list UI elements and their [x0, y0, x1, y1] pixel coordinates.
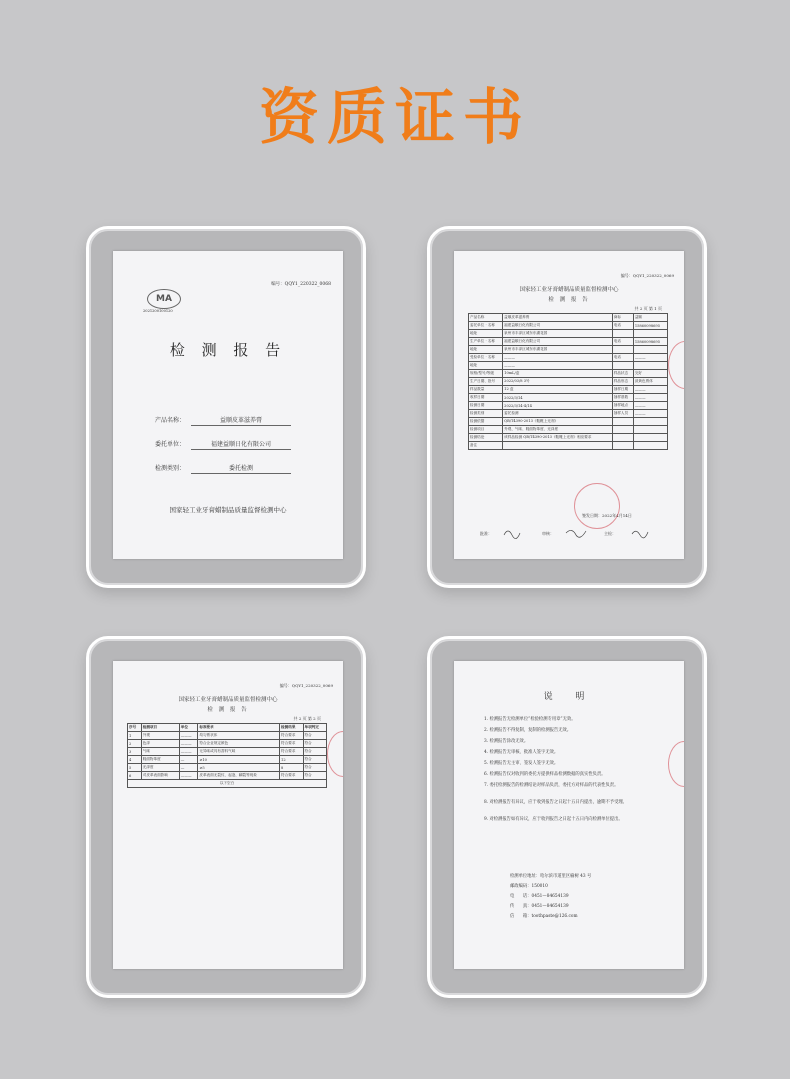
table-cell: 产品名称: [469, 314, 503, 322]
note-item: 2. 检测报告不得复制，复制的检测报告无效。: [484, 728, 572, 733]
client-label: 委托单位：: [155, 441, 186, 448]
table-cell: ———: [633, 402, 667, 410]
ma-logo-icon: MA: [147, 289, 181, 309]
table-cell: 收样日期: [469, 394, 503, 402]
table-cell: [612, 442, 633, 450]
notes-heading: 说 明: [543, 692, 595, 702]
table-cell: —: [179, 756, 198, 764]
table-cell: 符合: [303, 748, 327, 756]
table-cell: ———: [179, 740, 198, 748]
table-cell: ———: [633, 394, 667, 402]
table-cell: 完好: [633, 370, 667, 378]
table-row: [128, 748, 327, 756]
table-cell: 无异味或具有香料气味: [198, 748, 280, 756]
table-cell: ———: [179, 748, 198, 756]
table-cell: [633, 434, 667, 442]
table-row: [469, 402, 668, 410]
table-cell: 外观、气味、鞋面物革度、光泽度: [503, 426, 613, 434]
table-cell: 6: [128, 772, 142, 780]
table-row: [469, 394, 668, 402]
table-row: [469, 378, 668, 386]
approve-label: 批准：: [480, 531, 492, 536]
table-cell: 3: [128, 748, 142, 756]
page-info: 共 2 页 第 2 页: [293, 716, 321, 721]
table-cell: 符合: [303, 740, 327, 748]
table-cell: 电话: [612, 354, 633, 362]
report-heading: 检 测 报 告: [207, 707, 249, 713]
note-item: 7. 委托检测报告的检测结论对样品负责，委托方对样品的代表性负责。: [484, 783, 619, 788]
mail-label: 信 箱：: [510, 914, 532, 919]
table-row: [128, 764, 327, 772]
client-value: 福建益顺日化有限公司: [191, 439, 291, 450]
table-cell: 对皮革表面影响: [141, 772, 179, 780]
table-row: [469, 386, 668, 394]
mail-value: toothpaste@126.com: [531, 914, 578, 919]
table-cell: ———: [179, 732, 198, 740]
seam-stamp-icon: [668, 341, 684, 389]
table-cell: 检测依据: [469, 418, 503, 426]
notes-page: [454, 661, 684, 969]
certificate-card-cover[interactable]: [86, 226, 366, 588]
note-item: 5. 检测报告无主审、签发人签字无效。: [484, 761, 559, 766]
table-cell: 1: [128, 732, 142, 740]
table-cell: [503, 442, 613, 450]
table-cell: 福建益顺日化有限公司: [503, 322, 613, 330]
table-cell: 样品数量: [469, 386, 503, 394]
table-cell: 气味: [141, 748, 179, 756]
post-label: 邮政编码：: [510, 884, 532, 889]
table-cell: 生产日期、批号: [469, 378, 503, 386]
table-row: [469, 338, 668, 346]
note-item: 6. 检测报告仅对收到的委托方提供样品检测数据的真实性负责。: [484, 772, 606, 777]
organization-name: 国家轻工业牙膏蜡制品质量监督检测中心: [178, 697, 278, 703]
table-row: [469, 330, 668, 338]
table-cell: 福建益顺日化有限公司: [503, 338, 613, 346]
type-value: 委托检测: [191, 463, 291, 474]
type-label: 检测类别：: [155, 465, 186, 472]
table-cell: 地址: [469, 362, 503, 370]
table-row: [469, 362, 668, 370]
product-label: 产品名称：: [155, 417, 186, 424]
table-cell: ≥5: [198, 764, 280, 772]
seam-stamp-icon: [327, 731, 343, 777]
table-cell: 10mL/盒: [503, 370, 613, 378]
table-cell: ≥10: [198, 756, 280, 764]
table-header-cell: 单项判定: [303, 724, 327, 732]
note-item: 8. 对检测报告有异议，应于收到报告之日起十五日内提出，逾期不予受理。: [484, 800, 627, 805]
ma-number: 2021200100120: [143, 309, 173, 313]
table-header-cell: 序号: [128, 724, 142, 732]
table-cell: [633, 346, 667, 354]
table-cell: 均匀膏状体: [198, 732, 280, 740]
table-cell: 12: [280, 756, 303, 764]
table-cell: 受检单位 · 名称: [469, 354, 503, 362]
report-page-1: [454, 251, 684, 559]
table-cell: [612, 434, 633, 442]
official-stamp-icon: [574, 483, 620, 529]
table-cell: 鞋面物革度: [141, 756, 179, 764]
certificate-card-report-page1[interactable]: [427, 226, 707, 588]
table-row: [469, 314, 668, 322]
table-cell: [633, 426, 667, 434]
organization-name: 国家轻工业牙膏蜡制品质量监督检测中心: [519, 287, 619, 293]
table-cell: 电话: [612, 322, 633, 330]
table-cell: [612, 330, 633, 338]
table-cell: 8: [280, 764, 303, 772]
table-cell: 电话: [612, 338, 633, 346]
table-cell: 泉州市丰泽区城东东湖花园: [503, 330, 613, 338]
fax-value: 0451—84654139: [531, 904, 569, 909]
table-cell: 样品状态: [612, 370, 633, 378]
table-cell: 4: [128, 756, 142, 764]
table-cell: ———: [503, 362, 613, 370]
table-cell: 抽样日期: [612, 386, 633, 394]
signatures-icon: [502, 527, 682, 539]
table-cell: 该样品检测 QB/T4390-2013《鞋靴上光剂》相应要求: [503, 434, 613, 442]
table-cell: ———: [633, 386, 667, 394]
verify-label: 审核：: [542, 531, 554, 536]
table-cell: 抽样基数: [612, 394, 633, 402]
table-cell: 地址: [469, 330, 503, 338]
results-table: [127, 723, 327, 788]
table-cell: 2022/3/14-4/14: [503, 402, 613, 410]
table-cell: 规格/型号/等级: [469, 370, 503, 378]
document-number: 编号：QQY1_220322_0069: [620, 273, 674, 278]
table-row: [469, 370, 668, 378]
table-cell: 符合: [303, 764, 327, 772]
table-cell: ———: [503, 354, 613, 362]
table-cell: [633, 418, 667, 426]
table-cell: 抽样地点: [612, 402, 633, 410]
table-cell: 益顺皮革滋养膏: [503, 314, 613, 322]
tester-label: 主检：: [604, 531, 616, 536]
table-cell: 符合: [303, 756, 327, 764]
table-cell: 检测结论: [469, 434, 503, 442]
fax-label: 传 真：: [510, 904, 532, 909]
table-row: [469, 410, 668, 418]
table-row: [128, 772, 327, 780]
table-cell: 2: [128, 740, 142, 748]
certificate-card-report-page2[interactable]: [86, 636, 366, 998]
table-cell: 抽样人员: [612, 410, 633, 418]
table-cell: 5: [128, 764, 142, 772]
table-cell: ———: [633, 354, 667, 362]
table-cell: 检测项目: [469, 426, 503, 434]
note-item: 9. 对检测报告如有异议，应于收到报告之日起十五日内向检测单位提出。: [484, 817, 623, 822]
report-table: [468, 313, 668, 450]
report-heading: 检 测 报 告: [169, 341, 287, 359]
table-cell: 淡黄色膏体: [633, 378, 667, 386]
tel-label: 电 话：: [510, 894, 532, 899]
table-cell: 12 盒: [503, 386, 613, 394]
table-cell: [633, 362, 667, 370]
table-cell: 生产单位 · 名称: [469, 338, 503, 346]
address-value: 哈尔滨市道里区榆树 43 号: [540, 874, 592, 879]
table-cell: 委托检测: [503, 410, 613, 418]
table-cell: 2022/3/14: [503, 394, 613, 402]
table-cell: 备注: [469, 442, 503, 450]
table-cell: 符合要求: [280, 748, 303, 756]
table-cell: 2022/03/8 3号: [503, 378, 613, 386]
document-number: 编号：QQY1_220322_0069: [279, 683, 333, 688]
table-row: [469, 434, 668, 442]
table-cell: —: [179, 764, 198, 772]
table-header-cell: 单位: [179, 724, 198, 732]
table-row: [128, 732, 327, 740]
table-cell: 样品形态: [612, 378, 633, 386]
table-header-cell: 标准要求: [198, 724, 280, 732]
table-cell: 检测类别: [469, 410, 503, 418]
table-cell: ———: [179, 772, 198, 780]
table-cell: 15860098695: [633, 338, 667, 346]
table-row: [469, 346, 668, 354]
table-cell: 符合要求: [280, 740, 303, 748]
product-value: 益顺皮革滋养膏: [191, 415, 291, 426]
seam-stamp-icon: [668, 741, 684, 787]
table-end-note: 以下空白: [128, 780, 327, 788]
table-cell: 符合: [303, 772, 327, 780]
page-title: 资质证书: [259, 83, 531, 153]
table-cell: [612, 346, 633, 354]
table-end-row: [128, 780, 327, 788]
table-cell: [612, 426, 633, 434]
table-header-cell: 检测项目: [141, 724, 179, 732]
table-cell: QB/T4390-2013《鞋靴上光剂》: [503, 418, 613, 426]
table-cell: [633, 330, 667, 338]
table-row: [469, 354, 668, 362]
table-cell: 外观: [141, 732, 179, 740]
table-cell: 泉州市丰泽区城东东湖花园: [503, 346, 613, 354]
table-cell: ———: [633, 410, 667, 418]
report-page-2: [113, 661, 343, 969]
table-cell: 15860098695: [633, 322, 667, 330]
table-cell: 皮革表面无裂纹、起泡、翻裂等现象: [198, 772, 280, 780]
certificate-card-notes[interactable]: [427, 636, 707, 998]
table-cell: 符合要求: [280, 772, 303, 780]
report-number: 编号：QQY1_220322_0068: [271, 282, 331, 287]
table-cell: 符合: [303, 732, 327, 740]
table-row: [128, 740, 327, 748]
report-cover-page: [113, 251, 343, 559]
table-cell: [612, 418, 633, 426]
table-cell: 色泽: [141, 740, 179, 748]
table-row: [128, 756, 327, 764]
table-header-cell: 检测结果: [280, 724, 303, 732]
sign-date: 签发日期：2022年4月14日: [582, 513, 632, 518]
note-item: 3. 检测报告涂改无效。: [484, 739, 529, 744]
organization-name: 国家轻工业牙膏蜡制品质量监督检测中心: [169, 506, 287, 514]
table-row: [469, 442, 668, 450]
table-row: [469, 322, 668, 330]
table-cell: 检测日期: [469, 402, 503, 410]
table-cell: 地址: [469, 346, 503, 354]
table-row: [469, 418, 668, 426]
table-cell: 商标: [612, 314, 633, 322]
table-cell: 光泽度: [141, 764, 179, 772]
address-label: 检测单位地址：: [510, 874, 541, 879]
report-heading: 检 测 报 告: [548, 297, 590, 303]
table-header-row: [128, 724, 327, 732]
table-row: [469, 426, 668, 434]
note-item: 4. 检测报告无审核、批准人签字无效。: [484, 750, 559, 755]
table-cell: [612, 362, 633, 370]
table-cell: 委托单位 · 名称: [469, 322, 503, 330]
page-info: 共 2 页 第 1 页: [634, 306, 662, 311]
table-cell: 益顺: [633, 314, 667, 322]
note-item: 1. 检测报告无检测单位“检验检测专用章”无效。: [484, 717, 576, 722]
table-cell: 符合企业规定颜色: [198, 740, 280, 748]
post-value: 150010: [531, 884, 548, 889]
table-cell: 符合要求: [280, 732, 303, 740]
tel-value: 0451—84654139: [531, 894, 569, 899]
table-cell: [633, 442, 667, 450]
